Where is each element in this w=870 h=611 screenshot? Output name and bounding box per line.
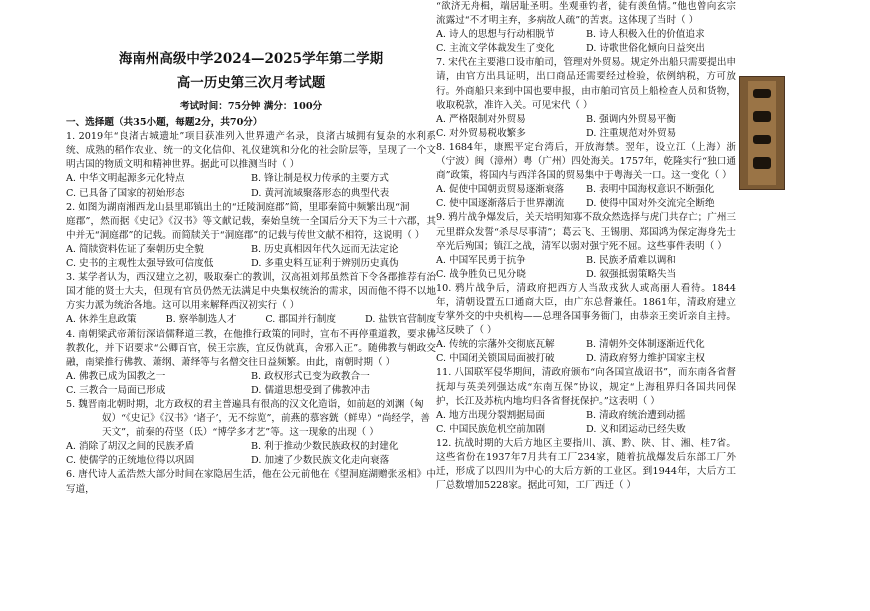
answer-option[interactable]: C. 史书的主观性太强导致可信度低 <box>66 258 214 270</box>
answer-option[interactable]: D. 义和团运动已经失败 <box>586 423 686 435</box>
question-text: 2. 如图为湖南湘西龙山县里耶镇出土的“迁陵洞庭郡”简，里耶秦简中频繁出现“洞 <box>66 201 410 213</box>
answer-option[interactable]: A. 严格限制对外贸易 <box>436 113 526 125</box>
answer-options <box>436 183 736 197</box>
answer-options <box>436 423 736 437</box>
answer-option[interactable]: A. 促使中国朝贡贸易逐渐衰落 <box>436 184 565 196</box>
answer-option[interactable]: B. 历史真相因年代久远而无法定论 <box>251 243 399 255</box>
answer-options <box>436 28 736 42</box>
answer-options <box>66 187 436 201</box>
question-text: 7. 宋代在主要港口设市舶司，管理对外贸易。规定外出船只需要提出申请，由官方出具证明，出口商品还需要经过检验，依例纳税，方可放行。外商船只来到中国也要申报，由市舶司官员上船检查人员和货物，收取税款，准许入关。可见宋代（ ） <box>436 57 737 111</box>
question-text: 10. 鸦片战争后，清政府把西方人当敌戎狄人或高丽人看待。1844年，清朝设置五口通商大臣，由广东总督兼任。1861年，清政府建立专掌外交的中央机构——总理各国事务衙门，由恭亲王奕䜣亲自主持。这反映了（ ） <box>436 282 736 337</box>
answer-option[interactable]: D. 注重规范对外贸易 <box>586 127 677 139</box>
answer-option[interactable]: D. 诗歌世俗化倾向日益突出 <box>586 43 705 55</box>
answer-options <box>66 243 436 257</box>
exam-title-line2: 高一历史第三次月考试题 <box>176 75 326 91</box>
answer-option[interactable]: A. 消除了胡汉之间的民族矛盾 <box>66 441 195 453</box>
question-text: 8. 1684年，康熙平定台湾后，开放海禁。翌年，设立江（上海）浙（宁波）闽（漳州）粤（广州）四处海关。1757年，乾隆实行“独口通商”政策，将国内与西洋各国的贸易集中于粤海关一口。这一变化（ ） <box>436 141 736 182</box>
answer-option[interactable]: B. 锋让制是权力传承的主要方式 <box>251 173 389 185</box>
answer-option[interactable]: D. 多重史料互证利于辨别历史真伪 <box>251 258 399 270</box>
answer-option[interactable]: B. 政权形式已变为政教合一 <box>251 370 370 382</box>
answer-option[interactable]: A. 休养生息政策 <box>66 314 137 326</box>
exam-title-line1: 海南州高级中学2024—2025学年第二学期 <box>118 51 384 67</box>
answer-option[interactable]: C. 对外贸易税收繁多 <box>436 127 526 139</box>
answer-options <box>436 254 736 268</box>
answer-option[interactable]: D. 使得中国对外交流完全断绝 <box>586 198 715 210</box>
answer-options <box>436 338 736 352</box>
answer-options <box>436 352 736 366</box>
answer-options <box>66 257 436 271</box>
answer-options <box>66 370 436 384</box>
question-text: 4. 南朝梁武帝萧衍深谙儒释道三教，在他推行政策的同时，宣布不再停重道教，要求佛教教化，并下诏要求“公卿百官，侯王宗族，宜反伪就真，舍邪入正”。随佛教与朝政交融，南梁推行佛教、萧纲、萧绎等与名僧交往日益频繁。由此，南朝时期（ ） <box>66 328 436 368</box>
left-questions <box>66 130 436 496</box>
answer-option[interactable]: B. 清朝外交体制逐渐近代化 <box>586 339 705 351</box>
answer-options <box>66 440 436 454</box>
answer-options <box>436 113 736 127</box>
answer-option[interactable]: A. 中国军民勇于抗争 <box>436 254 526 266</box>
question-text: 天文”，前秦的苻坚（氐）“博学多才艺”等。这一现象的出现（ ） <box>102 427 379 439</box>
answer-option[interactable]: C. 中国闭关锁国局面被打破 <box>436 353 555 365</box>
exam-meta: 考试时间：75分钟 满分：100分 <box>179 101 323 112</box>
answer-option[interactable]: B. 利于推动少数民族政权的封建化 <box>251 441 399 453</box>
section-heading: 一、选择题（共35小题，每题2分，共70分） <box>66 117 263 129</box>
answer-option[interactable]: C. 战争胜负已见分晓 <box>436 268 526 280</box>
answer-option[interactable]: C. 中国民族危机空前加剧 <box>436 423 546 435</box>
answer-option[interactable]: A. 中华文明起源多元化特点 <box>66 173 185 185</box>
answer-option[interactable]: B. 表明中国海权意识不断强化 <box>586 184 715 196</box>
answer-option[interactable]: D. 黄河流域聚落形态的典型代表 <box>251 187 390 199</box>
answer-option[interactable]: B. 强调内外贸易平衡 <box>586 113 676 125</box>
question-text: “欲济无舟楫，端居耻圣明。坐观垂钓者，徒有羡鱼情。”他也曾向玄宗流露过“不才明主弃，多病故人疏”的苦衷。这体现了当时（ ） <box>436 1 736 27</box>
answer-option[interactable]: B. 诗人积极入仕的价值追求 <box>586 29 705 41</box>
bamboo-slip-image <box>739 76 785 190</box>
right-column <box>436 0 736 611</box>
answer-options <box>66 172 436 186</box>
answer-option[interactable]: C. 使儒学的正统地位得以巩固 <box>66 455 195 467</box>
answer-options <box>436 127 736 141</box>
answer-options <box>66 384 436 398</box>
question-text: 6. 唐代诗人孟浩然大部分时间在家隐居生活，他在公元前他在《望洞庭湖赠张丞相》中写道， <box>66 469 436 495</box>
right-questions <box>436 0 736 493</box>
answer-option[interactable]: D. 加速了少数民族文化走向衰落 <box>251 455 390 467</box>
answer-option[interactable]: A. 传统的宗藩外交彻底瓦解 <box>436 339 555 351</box>
question-text: 5. 魏晋南北朝时期，北方政权的君主普遍具有很高的汉文化造诣，如前赵的刘渊（匈 <box>66 398 424 410</box>
answer-option[interactable]: A. 诗人的思想与行动相脱节 <box>436 29 555 41</box>
answer-option[interactable]: B. 清政府统治遭到动摇 <box>586 409 686 421</box>
answer-options <box>436 197 736 211</box>
answer-option[interactable]: A. 佛教已成为国教之一 <box>66 370 166 382</box>
answer-option[interactable]: A. 简牍资料佐证了秦朝历史全貌 <box>66 243 204 255</box>
answer-option[interactable]: D. 叙强抵弱策略失当 <box>586 268 677 280</box>
answer-option[interactable]: C. 郡国并行制度 <box>265 314 336 326</box>
answer-options <box>436 409 736 423</box>
question-text: 11. 八国联军侵华期间，清政府颁布“向各国宣战诏书”，而东南各省督抚却与英美列强达成“东南互保”协议，规定“上海租界归各国共同保护，长江及苏杭内地均归各省督抚保护。”这表明（ ） <box>436 367 736 407</box>
answer-option[interactable]: A. 地方出现分裂割据局面 <box>436 409 545 421</box>
answer-option[interactable]: C. 三教合一局面已形成 <box>66 384 166 396</box>
question-text: 3. 某学者认为，西汉建立之初，吸取秦亡的教训，汉高祖刘邦虽然首下令各郡推荐有治国才能的贤士大夫，但现有官员仍然无法满足中央集权统治的需求，因而他不得不以地方实力派为统治各地。这可以用来解释西汉初实行（ ） <box>66 272 436 312</box>
answer-options <box>66 454 436 468</box>
answer-option[interactable]: D. 儒道思想受到了佛教冲击 <box>251 384 370 396</box>
answer-option[interactable]: C. 主流文学体裁发生了变化 <box>436 43 555 55</box>
question-text: 1. 2019年“良渚古城遗址”项目获准列入世界遗产名录，良渚古城拥有复杂的水利系统、成熟的稻作农业、统一的文化信仰、礼仪建筑和分化的社会阶层等，呈现了一个文明古国的物质文明和精神世界。据此可以推测当时（ ） <box>66 131 436 171</box>
answer-options <box>436 268 736 282</box>
question-text: 奴）“《史记》《汉书》‘诸子’，无不综览”，前燕的慕容皝（鲜卑）“尚经学，善 <box>102 413 430 425</box>
question-text: 庭郡”，然而据《史记》《汉书》等文献记载，秦始皇统一全国后分天下为三十六郡，其中并无“洞庭郡”的记载。而简牍关于“洞庭郡”的记载与传世文献不相符，这说明（ ） <box>66 215 436 241</box>
answer-option[interactable]: D. 清政府努力维护国家主权 <box>586 353 705 365</box>
answer-options <box>66 313 436 327</box>
question-text: 9. 鸦片战争爆发后，关天培明知寡不敌众然选择与虎门共存亡；广州三元里群众发誓“杀尽尽事清”；葛云飞、王锡朋、郑国鸿为保定海身先士卒光后殉国；镇江之战，清军以弱对强宁死不屈。这些事件表明（ ） <box>436 212 737 252</box>
answer-option[interactable]: B. 民族矛盾难以调和 <box>586 254 676 266</box>
question-text: 12. 抗战时期的大后方地区主要指川、滇、黔、陕、甘、湘、桂7省。这些省份在1937年7月共有工厂234家，随着抗战爆发后东部工厂外迁，形成了以四川为中心的大后方新的工业区。到1944年，大后方工厂总数增加5228家。据此可知，工厂西迁（ ） <box>436 437 736 492</box>
answer-options <box>436 42 736 56</box>
answer-option[interactable]: C. 已具备了国家的初始形态 <box>66 187 185 199</box>
left-column <box>66 0 436 611</box>
answer-option[interactable]: D. 盐铁官营制度 <box>364 314 436 326</box>
answer-option[interactable]: B. 察举制选人才 <box>165 314 237 326</box>
answer-option[interactable]: C. 使中国逐渐落后于世界潮流 <box>436 198 565 210</box>
